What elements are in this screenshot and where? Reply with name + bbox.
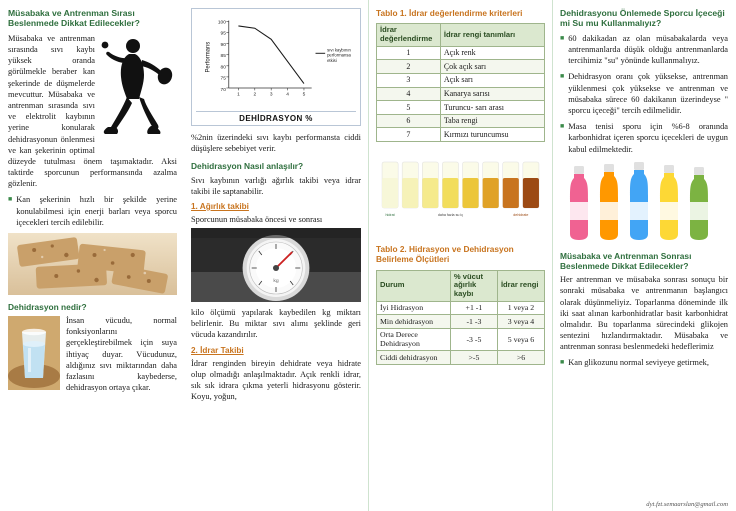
col2-numbered-item-1: 1. Ağırlık takibi [191,201,249,211]
table-row [377,73,545,87]
table1-header-row [377,24,545,46]
table1-cell: 3 [377,73,441,87]
table1-cell: Kanarya sarısı [440,87,544,101]
table2-header-0: Durum [377,270,451,301]
table1-header-0: İdrar değerlendirme [377,24,441,46]
column-4 [552,0,736,511]
col2-numbered-item-2: 2. İdrar Takibi [191,345,244,355]
table2-header-2: İdrar rengi [497,270,544,301]
col1-bullet-1-text: Kan şekerinin hızlı bir şekilde yerine konulabilmesi için enerji barları veya sporcu içecekleri tercih edilebilir. [16,195,177,227]
table1-cell: 7 [377,128,441,142]
col2-subheading-1: Dehidrasyon Nasıl anlaşılır? [191,161,304,172]
svg-text:5: 5 [302,92,306,98]
col1-bullet-1 [8,194,177,228]
svg-text:performansa: performansa [327,52,351,58]
table1-cell: 1 [377,46,441,60]
svg-text:85: 85 [220,54,226,60]
svg-text:80: 80 [220,65,226,71]
col2-paragraph-4: kilo ölçümü yapılarak kaybedilen kg miktarı belirlenir. Bu miktar sıvı alımı şeklinde geri vücuda kazandırılır. [191,308,361,340]
table1-cell: Açık sarı [440,73,544,87]
table1-cell: 5 [377,101,441,115]
table1-cell: 2 [377,60,441,74]
table2-cell: Ciddi dehidrasyon [377,351,451,364]
energy-bar-photo [8,233,177,295]
table2-cell: 5 veya 6 [497,328,544,351]
bullet-square-icon: ■ [560,358,565,367]
svg-text:3: 3 [269,92,273,98]
table1-cell: 4 [377,87,441,101]
col4-bullet-1 [560,33,728,67]
chart-caption: DEHİDRASYON % [196,111,356,123]
col4-bullet-2 [560,71,728,116]
table-row [377,60,545,74]
svg-text:Performans: Performans [205,41,212,73]
chart-plot-area [196,13,356,109]
table1-cell: Açık renk [440,46,544,60]
footer-email: dyt.fzt.semaarslan@gmail.com [646,501,728,508]
col4-subheading-1: Müsabaka ve Antrenman Sonrası Beslenmede Dikkat Edilecekler? [560,250,692,271]
col4-bullet-3 [560,121,728,155]
scale-photo [191,228,361,302]
table1-cell: Taba rengi [440,114,544,128]
table-row [377,128,545,142]
col1-paragraph-1: Müsabaka ve antrenman sırasında sıvı kaybı yüksek oranda görülmekle beraber kan şekerinde de düşmelerde mevcuttur. Müsabaka ve antrenman sırasında sıvı ve elektrolit kaybının yerine konularak dehidrasyonun önlenmesi ve kan şekerinin optimal düzeyde tutulması önem taşımaktadır. Aksi taktirde sporcunun performansında azalma gözlenir. [8,33,177,189]
table-row [377,328,545,351]
table-row [377,101,545,115]
table-row [377,87,545,101]
col4-bullet-2-text: Dehidrasyon oranı çok yüksekse, antrenman yüklenmesi çok yüksekse ve antrenman ve müsabaka sürece 60 dakikanın üzerindeyse " sporcu içeceği" tercih edilmelidir. [568,72,728,115]
col2-paragraph-5: İdrar renginden bireyin dehidrate veya hidrate olup olmadığı anlaşılmaktadır. Açık renkli idrar, sık sık idrara çıkma yeterli hidrasyonu gösterir. Koyu, yoğun, [191,358,361,402]
col4-paragraph-1: Her antrenman ve müsabaka sonrası sonuçu bir sonraki müsabaka ve antrenmanın başlangıcı olarak düşünmeliyiz. Toparlanma döneminde ilk iki saat alınan karbonhidratlar basit karbonhidrat olmalıdır. Bu toparlanma sürecindeki glikojen sentezini hızlandırmaktadır. Müsabaka ve antrenman sonrası beslenmedeki hedeflerimiz [560,275,728,352]
col2-paragraph-3: Sporcunun müsabaka öncesi ve sonrası [191,214,323,224]
table1-cell: Çok açık sarı [440,60,544,74]
table2-cell: İyi Hidrasyon [377,301,451,314]
col4-bullet-4 [560,357,728,368]
table2-cell: 3 veya 4 [497,315,544,328]
svg-text:95: 95 [220,31,226,37]
svg-text:daha fazla su iç: daha fazla su iç [437,212,464,217]
urine-color-chart-image [376,152,545,238]
bullet-square-icon: ■ [560,122,565,131]
svg-text:100: 100 [217,20,226,26]
table2-cell: Orta Derece Dehidrasyon [377,328,451,351]
water-glass-photo [8,316,60,390]
table1-cell: 6 [377,114,441,128]
svg-text:etkisi: etkisi [327,57,337,63]
svg-text:hidrat: hidrat [385,212,395,217]
table1-cell: Turuncu- sarı arası [440,101,544,115]
svg-text:sıvı kaybının: sıvı kaybının [327,47,351,53]
table2-header-1: % vücut ağırlık kaybı [450,270,497,301]
hydration-criteria-table [376,270,545,365]
svg-text:70: 70 [220,87,226,93]
col1-heading: Müsabaka ve Antrenman Sırası Beslenmede Dikkat Edilecekler? [8,8,140,29]
column-3 [368,0,552,511]
table1-header-1: İdrar rengi tanımları [440,24,544,46]
col1-paragraph-2: İnsan vücudu, normal fonksiyonlarını gerçekleştirebilmek için suya ihtiyaç duyar. Vücudunuz, aldığınız sıvı miktarından daha fazlasını kaybederse, dehidrasyon ortaya çıkar. [66,316,177,393]
svg-text:4: 4 [286,92,289,98]
table2-cell: -3 -5 [450,328,497,351]
table-row [377,301,545,314]
col4-bullet-3-text: Masa tenisi sporu için %6-8 oranında karbonhidrat içeren sporcu içecekleri de uygun kabul edilmektedir. [568,122,728,154]
svg-text:90: 90 [220,42,226,48]
svg-text:2: 2 [253,92,257,98]
table1-cell: Kırmızı turuncumsu [440,128,544,142]
svg-text:1: 1 [237,92,240,98]
table2-cell: Min dehidrasyon [377,315,451,328]
table2-header-row [377,270,545,301]
column-2 [184,0,368,511]
table2-title: Tablo 2. Hidrasyon ve Dehidrasyon Belirleme Ölçütleri [376,243,514,265]
performance-dehydration-chart [191,8,361,126]
bullet-square-icon: ■ [560,72,565,81]
bullet-square-icon: ■ [560,33,565,42]
svg-text:dehidrate: dehidrate [513,212,529,217]
urine-criteria-table [376,23,545,142]
table-row [377,46,545,60]
svg-text:kg: kg [273,278,279,285]
table-row [377,114,545,128]
column-1 [0,0,184,511]
col1-subheading-1: Dehidrasyon nedir? [8,301,87,312]
table-row [377,351,545,364]
col2-paragraph-1: %2nin üzerindeki sıvı kaybı performansta ciddi düşüşlere sebebiyet verir. [191,133,361,154]
table2-cell: -1 -3 [450,315,497,328]
col2-paragraph-2: Sıvı kaybının varlığı ağırlık takibi veya idrar takibi ile saptanabilir. [191,175,361,196]
table1-title: Tablo 1. İdrar değerlendirme kriterleri [376,8,523,18]
table2-cell: >6 [497,351,544,364]
sports-drinks-photo [560,160,728,244]
bullet-square-icon: ■ [8,195,13,204]
table2-cell: 1 veya 2 [497,301,544,314]
col4-bullet-1-text: 60 dakikadan az olan müsabakalarda veya antrenmanlarda düşük olduğu antrenmanlarda tercihimiz "su" yönünde kullanmalıyız. [568,33,728,66]
table2-cell: >-5 [450,351,497,364]
athlete-silhouette-image [99,33,177,145]
svg-text:75: 75 [220,76,226,82]
table-row [377,315,545,328]
col4-bullet-4-text: Kan glikozunu normal seviyeye getirmek, [568,358,709,368]
table2-cell: +1 -1 [450,301,497,314]
col4-heading: Dehidrasyonu Önlemede Sporcu İçeceği mi Su mu Kullanmalıyız? [560,8,725,29]
